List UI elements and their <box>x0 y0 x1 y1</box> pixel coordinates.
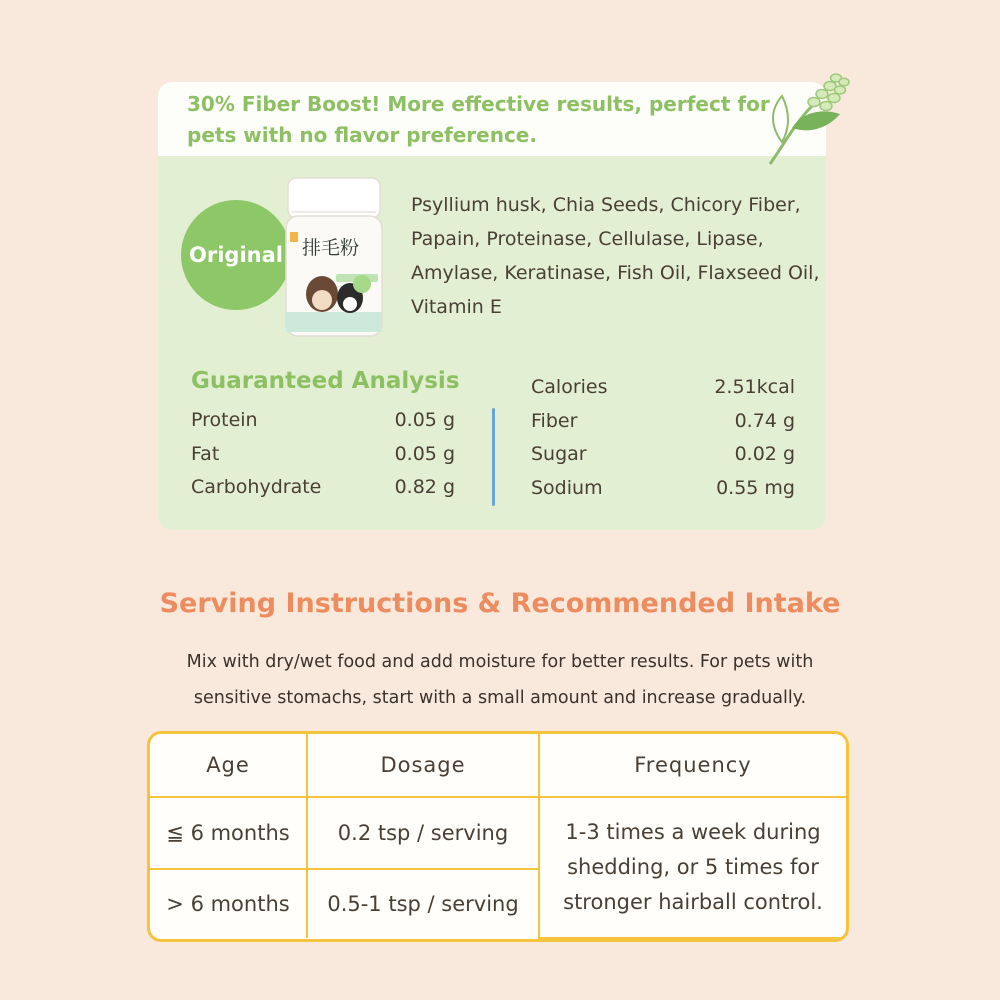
nutrient-label: Protein <box>191 409 258 431</box>
age-cell: ≦ 6 months <box>150 797 307 869</box>
nutrient-label: Fiber <box>531 409 578 432</box>
nutrient-value: 0.55 mg <box>716 476 795 499</box>
column-header-dosage: Dosage <box>307 734 539 797</box>
nutrient-row <box>191 471 455 505</box>
nutrient-value: 0.82 g <box>394 476 455 498</box>
nutrient-label: Sodium <box>531 476 603 499</box>
serving-intro-line-2: sensitive stomachs, start with a small amount and increase gradually. <box>193 688 807 708</box>
nutrient-label: Calories <box>531 376 608 398</box>
nutrient-row <box>191 438 455 472</box>
nutrient-value: 0.02 g <box>734 443 795 465</box>
product-name-text: 排毛粉 <box>302 237 360 259</box>
flavor-badge <box>181 200 291 310</box>
dosage-cell: 0.5-1 tsp / serving <box>307 869 539 938</box>
dosage-table <box>147 731 849 942</box>
nutrient-value: 2.51kcal <box>714 376 795 398</box>
table-header-row <box>150 734 846 797</box>
nutrient-value: 0.05 g <box>394 409 455 431</box>
column-header-age: Age <box>150 734 307 797</box>
age-cell: > 6 months <box>150 869 307 938</box>
nutrient-row <box>531 371 795 405</box>
analysis-column-right <box>531 371 795 505</box>
serving-intro-line-1: Mix with dry/wet food and add moisture for better results. For pets with <box>186 652 814 672</box>
frequency-cell: 1-3 times a week during shedding, or 5 times for stronger hairball control. <box>539 797 846 938</box>
column-header-frequency: Frequency <box>539 734 846 797</box>
table-row <box>150 797 846 869</box>
nutrient-value: 0.74 g <box>734 409 795 432</box>
guaranteed-analysis-title: Guaranteed Analysis <box>191 368 460 394</box>
ingredient-list: Psyllium husk, Chia Seeds, Chicory Fiber, Papain, Proteinase, Cellulase, Lipase, Amylase, Keratinase, Fish Oil, Flaxseed Oil, Vitamin E <box>411 194 820 318</box>
product-jar-image <box>282 176 386 340</box>
dosage-cell: 0.2 tsp / serving <box>307 797 539 869</box>
serving-intro <box>100 644 900 716</box>
nutrient-row <box>191 404 455 438</box>
analysis-column-left <box>191 404 455 505</box>
serving-section-title: Serving Instructions & Recommended Intake <box>159 588 841 619</box>
nutrient-row <box>531 438 795 472</box>
headline-text: 30% Fiber Boost! More effective results, perfect for pets with no flavor preference. <box>187 92 770 147</box>
psyllium-sprig-icon <box>762 66 852 170</box>
nutrient-label: Carbohydrate <box>191 476 322 498</box>
flavor-label: Original <box>189 243 283 267</box>
nutrient-row <box>531 472 795 506</box>
analysis-divider <box>492 408 495 506</box>
nutrient-label: Sugar <box>531 443 587 465</box>
nutrient-row <box>531 405 795 439</box>
nutrient-label: Fat <box>191 442 220 465</box>
nutrient-value: 0.05 g <box>394 442 455 465</box>
